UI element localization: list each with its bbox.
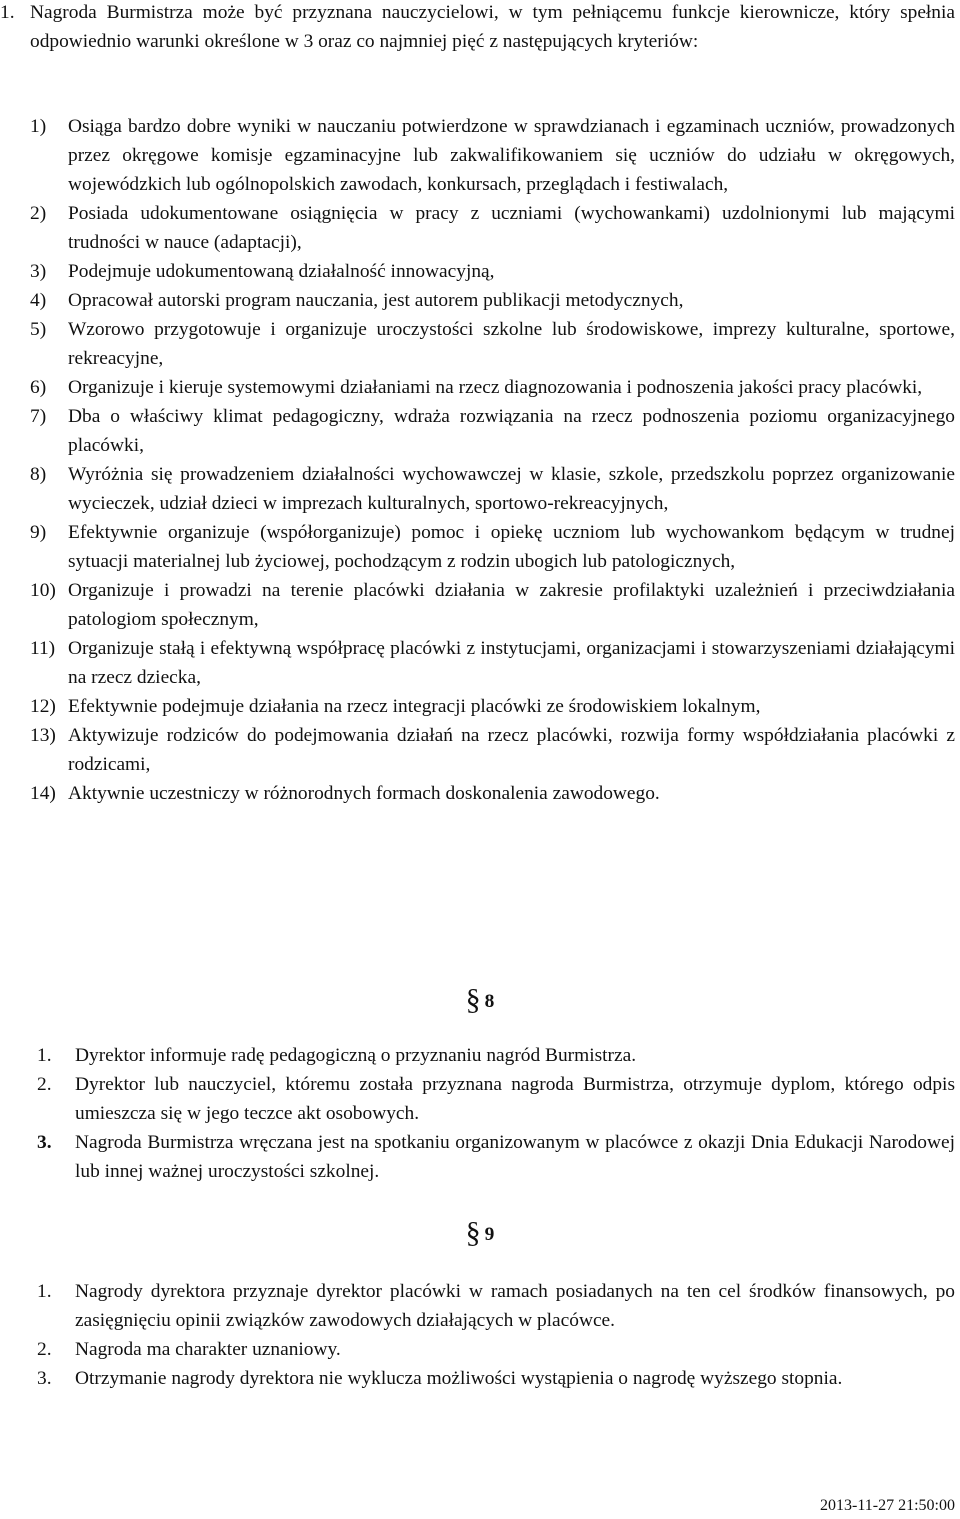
item-text: Organizuje stałą i efektywną współpracę placówki z instytucjami, organizacjami i stowarzyszeniami działającymi na rzecz dziecka, (68, 638, 955, 688)
item-text: Dyrektor lub nauczyciel, któremu została przyznana nagroda Burmistrza, otrzymuje dyplom, którego odpis umieszcza się w jego teczce akt osobowych. (75, 1074, 955, 1124)
item-text: Osiąga bardzo dobre wyniki w nauczaniu potwierdzone w sprawdzianach i egzaminach uczniów, prowadzonych przez okręgowe komisje egzaminacyjne lub zakwalifikowaniem się uczniów do udziału w okręgowych, wojewódzkich lub ogólnopolskich zawodach, konkursach, przeglądach i festiwalach, (68, 116, 955, 195)
item-number: 7) (30, 406, 47, 427)
item-number: 1. (37, 1045, 52, 1066)
list-item (30, 315, 955, 373)
item-number: 10) (30, 580, 56, 601)
list-item (37, 1041, 955, 1070)
item-number: 9) (30, 522, 47, 543)
list-item (30, 257, 955, 286)
list-item (30, 402, 955, 460)
list-item (37, 1128, 955, 1186)
item-text: Organizuje i prowadzi na terenie placówki działania w zakresie profilaktyki uzależnień i przeciwdziałania patologiom społecznym, (68, 580, 955, 630)
list-item (30, 634, 955, 692)
item-number: 12) (30, 696, 56, 717)
item-text: Opracował autorski program nauczania, jest autorem publikacji metodycznych, (68, 290, 684, 311)
item-text: Efektywnie organizuje (współorganizuje) pomoc i opiekę uczniom lub wychowankom będącym w trudnej sytuacji materialnej lub życiowej, pochodzącym z rodzin ubogich lub patologicznych, (68, 522, 955, 572)
paragraph-sign: § (465, 983, 481, 1016)
item-text: Otrzymanie nagrody dyrektora nie wyklucza możliwości wystąpienia o nagrodę wyższego stopnia. (75, 1368, 843, 1389)
item-number: 3. (37, 1132, 52, 1153)
section-8-list (37, 1041, 955, 1186)
item-text: Efektywnie podejmuje działania na rzecz integracji placówki ze środowiskiem lokalnym, (68, 696, 761, 717)
item-text: Podejmuje udokumentowaną działalność innowacyjną, (68, 261, 495, 282)
item-number: 3. (37, 1368, 52, 1389)
list-item (37, 1070, 955, 1128)
item-number: 1) (30, 116, 47, 137)
item-number: 6) (30, 377, 47, 398)
item-text: Nagroda Burmistrza wręczana jest na spotkaniu organizowanym w placówce z okazji Dnia Edukacji Narodowej lub innej ważnej uroczystości szkolnej. (75, 1132, 955, 1182)
item-number: 3) (30, 261, 47, 282)
list-item (30, 576, 955, 634)
item-number: 2. (37, 1339, 52, 1360)
section-number: 8 (484, 991, 495, 1012)
item-text: Nagrody dyrektora przyznaje dyrektor placówki w ramach posiadanych na ten cel środków finansowych, po zasięgnięciu opinii związków zawodowych działających w placówce. (75, 1281, 955, 1331)
item-number: 8) (30, 464, 47, 485)
item-text: Posiada udokumentowane osiągnięcia w pracy z uczniami (wychowankami) uzdolnionymi lub mającymi trudności w nauce (adaptacji), (68, 203, 955, 253)
item-number: 11) (30, 638, 56, 659)
section-heading-8 (0, 985, 960, 1016)
item-number: 1. (37, 1281, 52, 1302)
item-number: 2. (37, 1074, 52, 1095)
item-text: Dba o właściwy klimat pedagogiczny, wdraża rozwiązania na rzecz podnoszenia poziomu organizacyjnego placówki, (68, 406, 955, 456)
list-item (30, 286, 955, 315)
item-text: Wyróżnia się prowadzeniem działalności wychowawczej w klasie, szkole, przedszkolu poprzez organizowanie wycieczek, udział dzieci w imprezach kulturalnych, sportowo-rekreacyjnych, (68, 464, 955, 514)
item-number: 14) (30, 783, 56, 804)
list-item (30, 373, 955, 402)
section-heading-9 (0, 1218, 960, 1249)
list-item (30, 721, 955, 779)
list-item (37, 1335, 955, 1364)
list-item (30, 199, 955, 257)
list-item (30, 518, 955, 576)
criteria-list (30, 112, 955, 808)
list-item (30, 692, 955, 721)
section-9-list (37, 1277, 955, 1393)
intro-paragraph (0, 0, 955, 56)
item-text: Aktywizuje rodziców do podejmowania działań na rzecz placówki, rozwija formy współdziałania placówki z rodzicami, (68, 725, 955, 775)
section-number: 9 (484, 1224, 495, 1245)
item-text: Wzorowo przygotowuje i organizuje uroczystości szkolne lub środowiskowe, imprezy kulturalne, sportowe, rekreacyjne, (68, 319, 955, 369)
item-text: Aktywnie uczestniczy w różnorodnych formach doskonalenia zawodowego. (68, 783, 660, 804)
list-item (37, 1364, 955, 1393)
list-item (37, 1277, 955, 1335)
list-item (30, 112, 955, 199)
item-text: Organizuje i kieruje systemowymi działaniami na rzecz diagnozowania i podnoszenia jakości pracy placówki, (68, 377, 923, 398)
item-number: 5) (30, 319, 47, 340)
timestamp: 2013-11-27 21:50:00 (820, 1497, 955, 1514)
item-number: 4) (30, 290, 47, 311)
item-text: Dyrektor informuje radę pedagogiczną o przyznaniu nagród Burmistrza. (75, 1045, 637, 1066)
paragraph-sign: § (465, 1216, 481, 1249)
list-item (30, 779, 955, 808)
intro-number: 1. (0, 2, 15, 23)
item-number: 13) (30, 725, 56, 746)
item-text: Nagroda ma charakter uznaniowy. (75, 1339, 341, 1360)
list-item (30, 460, 955, 518)
intro-text: Nagroda Burmistrza może być przyznana nauczycielowi, w tym pełniącemu funkcje kierownicze, który spełnia odpowiednio warunki określone w 3 oraz co najmniej pięć z następujących kryteriów: (30, 2, 955, 52)
item-number: 2) (30, 203, 47, 224)
